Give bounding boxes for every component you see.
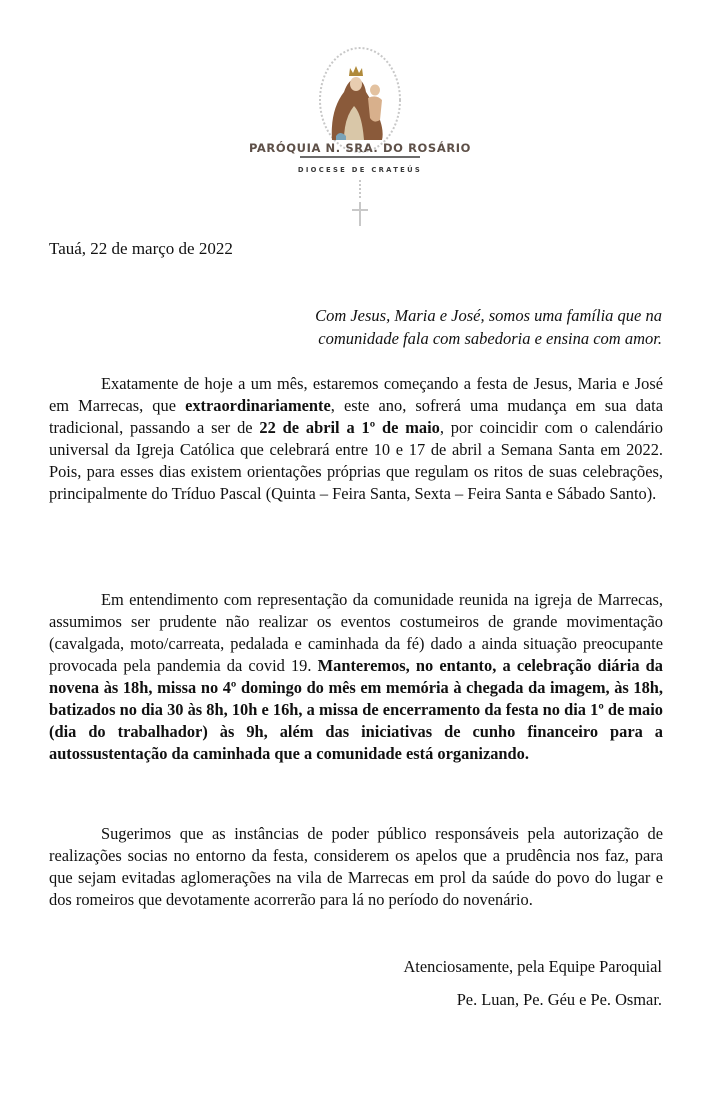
new-dates: 22 de abril a 1º de maio <box>259 418 440 437</box>
signatures: Pe. Luan, Pe. Géu e Pe. Osmar. <box>456 990 662 1009</box>
motto-line-1: Com Jesus, Maria e José, somos uma família que na <box>315 306 662 325</box>
text: , este ano, sofrerá uma mudança em sua data tradicional, passando a ser de <box>49 396 663 437</box>
paragraph-events <box>49 589 663 765</box>
motto-line-2: comunidade fala com sabedoria e ensina com amor. <box>318 329 662 348</box>
paragraph-suggestion: Sugerimos que as instâncias de poder público responsáveis pela autorização de realizações socias no entorno da festa, considerem os apelos que a prudência nos faz, para que sejam evitadas aglomerações na vila de Marrecas em prol da saúde do povo do lugar e dos romeiros que devotamente acorrerão para lá no período do novenário. <box>49 824 663 909</box>
motto <box>282 304 662 350</box>
emphasis: extraordinariamente <box>185 396 331 415</box>
schedule-emphasis: Manteremos, no entanto, a celebração diária da novena às 18h, missa no 4º domingo do mês em memória à chegada da imagem, às 18h, batizados no dia 30 às 8h, 10h e 16h, a missa de encerramento da festa no dia 1º de maio (dia do trabalhador) às 9h, além das iniciativas de cunho financeiro para a autossustentação da caminhada que a comunidade está organizando. <box>49 656 663 763</box>
text: Em entendimento com representação da comunidade reunida na igreja de Marrecas, assumimos ser prudente não realizar os eventos costumeiros de grande movimentação (cavalgada, moto/carreata, pedalada e caminhada da fé) dado a ainda situação preocupante provocada pela pandemia da covid 19. <box>49 590 663 675</box>
letter-date: Tauá, 22 de março de 2022 <box>49 239 233 258</box>
paragraph-date-change <box>49 373 663 505</box>
closing-line: Atenciosamente, pela Equipe Paroquial <box>403 957 662 976</box>
diocese-name: DIOCESE DE CRATEÚS <box>297 166 423 174</box>
parish-name: PARÓQUIA N. SRA. DO ROSÁRIO <box>248 141 472 155</box>
rosary-image-icon <box>240 40 480 240</box>
parish-logo <box>240 40 480 240</box>
text: Exatamente de hoje a um mês, estaremos começando a festa de Jesus, Maria e José em Marrecas, que <box>49 374 663 415</box>
text: , por coincidir com o calendário universal da Igreja Católica que celebrará entre 10 e 17 de abril a Semana Santa em 2022. Pois, para esses dias existem orientações próprias que regulam os ritos de suas celebrações, principalmente do Tríduo Pascal (Quinta – Feira Santa, Sexta – Feira Santa e Sábado Santo). <box>49 418 663 503</box>
